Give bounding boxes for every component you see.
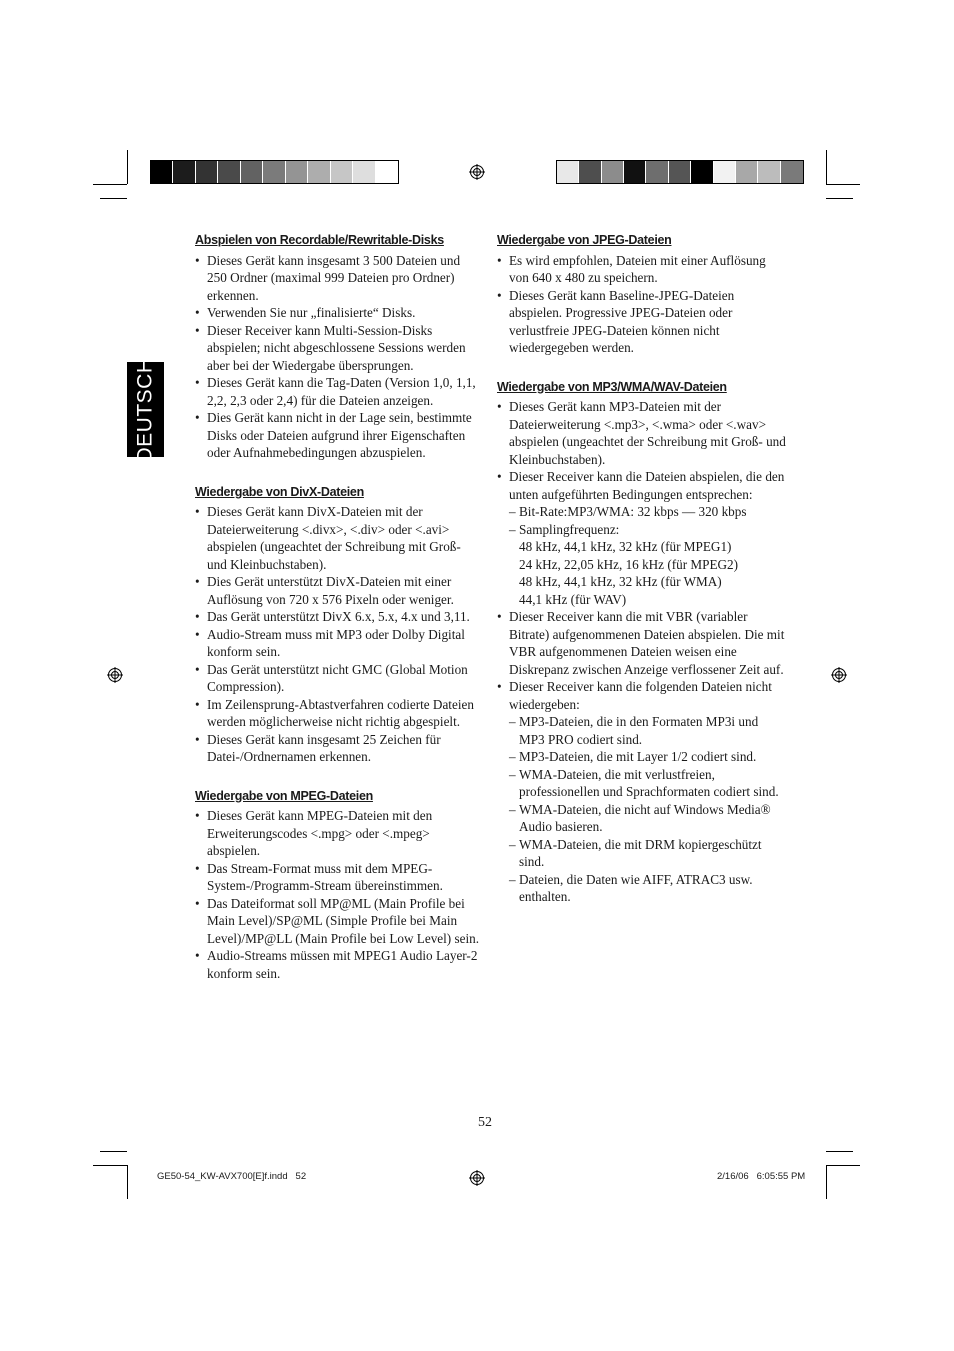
sub-list-line: – MP3-Dateien, die mit Layer 1/2 codiert sind. <box>519 749 757 764</box>
bullet-list <box>497 252 787 357</box>
crop-mark <box>826 1151 853 1152</box>
list-item <box>195 304 480 322</box>
color-swatch <box>579 161 601 183</box>
list-item <box>497 678 787 906</box>
bullet-list <box>195 503 480 766</box>
color-swatch <box>736 161 758 183</box>
section <box>195 484 480 766</box>
sub-list-item <box>509 748 787 766</box>
section <box>497 379 787 906</box>
section-heading: Wiedergabe von MPEG-Dateien <box>195 788 373 803</box>
color-swatch <box>646 161 668 183</box>
crop-mark <box>100 198 127 199</box>
section <box>195 232 480 462</box>
color-swatch <box>714 161 736 183</box>
list-item <box>195 947 480 982</box>
list-item-text: Dies Gerät unterstützt DivX-Dateien mit einer Auflösung von 720 x 576 Pixeln oder weniger. <box>207 574 454 607</box>
sub-list-line: – WMA-Dateien, die nicht auf Windows Media® Audio basieren. <box>519 801 771 834</box>
section-heading: Wiedergabe von JPEG-Dateien <box>497 233 672 247</box>
list-item <box>195 374 480 409</box>
right-column <box>497 232 787 928</box>
list-item <box>195 860 480 895</box>
bullet-list <box>195 252 480 462</box>
list-item-text: Das Dateiformat soll MP@ML (Main Profile bei Main Level)/SP@ML (Simple Profile bei Main Level)/MP@LL (Main Profile bei Low Level) sein. <box>207 895 480 946</box>
sub-list <box>509 503 787 608</box>
list-item <box>195 807 480 860</box>
language-side-tab <box>127 356 164 463</box>
list-item <box>195 608 480 626</box>
list-item <box>497 468 787 608</box>
color-swatch <box>758 161 780 183</box>
sub-list-line: 48 kHz, 44,1 kHz, 32 kHz (für WMA) <box>519 574 722 589</box>
section-heading: Abspielen von Recordable/Rewritable-Disks <box>195 233 444 247</box>
sub-list-line: – MP3-Dateien, die in den Formaten MP3i und MP3 PRO codiert sind. <box>519 714 759 747</box>
sub-list <box>509 713 787 906</box>
list-item <box>195 322 480 375</box>
crop-mark <box>127 1165 128 1199</box>
list-item-text: Audio-Stream muss mit MP3 oder Dolby Digital konform sein. <box>207 626 465 659</box>
list-item <box>195 895 480 948</box>
sub-list-line: – Samplingfrequenz: <box>519 521 620 537</box>
bullet-list <box>497 398 787 906</box>
list-item <box>195 661 480 696</box>
list-item <box>195 409 480 462</box>
list-item-text: Das Gerät unterstützt nicht GMC (Global Motion Compression). <box>207 661 468 694</box>
list-item-text: Dieses Gerät kann DivX-Dateien mit der Dateierweiterung <.divx>, <.div> oder <.avi> abspielen (ungeachtet der Schreibung mit Groß- und Kleinbuchstaben). <box>207 504 461 572</box>
list-item <box>497 398 787 468</box>
list-item <box>195 731 480 766</box>
list-item-text: Audio-Streams müssen mit MPEG1 Audio Layer-2 konform sein. <box>207 948 478 981</box>
sub-list-line: 48 kHz, 44,1 kHz, 32 kHz (für MPEG1) <box>519 539 732 554</box>
registration-mark-icon <box>831 667 847 683</box>
color-swatch <box>691 161 713 183</box>
color-swatch <box>196 161 218 183</box>
color-calibration-bar-right <box>556 160 804 184</box>
sub-list-line: – Dateien, die Daten wie AIFF, ATRAC3 usw. enthalten. <box>519 871 753 904</box>
section <box>497 232 787 357</box>
color-swatch <box>286 161 308 183</box>
color-swatch <box>669 161 691 183</box>
sub-list-line: 44,1 kHz (für WAV) <box>519 591 627 607</box>
list-item-text: Dieses Gerät kann MP3-Dateien mit der Dateierweiterung <.mp3>, <.wma> oder <.wav> abspielen (ungeachtet der Schreibung mit Groß- und Kleinbuchstaben). <box>509 399 786 467</box>
crop-mark <box>127 150 128 184</box>
sub-list-item <box>509 836 787 871</box>
list-item-text: Verwenden Sie nur „finalisierte“ Disks. <box>207 305 416 320</box>
list-item <box>195 573 480 608</box>
crop-mark <box>93 184 127 185</box>
list-item-text: Im Zeilensprung-Abtastverfahren codierte Dateien werden möglicherweise nicht richtig abgespielt. <box>207 696 474 729</box>
section-heading: Wiedergabe von DivX-Dateien <box>195 484 364 499</box>
list-item-text: Dieser Receiver kann die mit VBR (variabler Bitrate) aufgenommenen Dateien abspielen. Die mit VBR aufgenommenen Dateien weisen eine Diskrepanz zwischen Anzeige verflossener Zeit auf. <box>509 609 785 677</box>
list-item-text: Dieses Gerät kann die Tag-Daten (Version 1,0, 1,1, 2,2, 2,3 oder 2,4) für die Dateien anzeigen. <box>207 375 476 408</box>
list-item <box>497 608 787 678</box>
sub-list-item <box>509 871 787 906</box>
list-item-text: Das Gerät unterstützt DivX 6.x, 5.x, 4.x und 3,11. <box>207 609 470 624</box>
crop-mark <box>826 184 860 185</box>
list-item <box>195 503 480 573</box>
sub-list-line: – WMA-Dateien, die mit DRM kopiergeschützt sind. <box>519 836 762 869</box>
list-item-text: Dieses Gerät kann MPEG-Dateien mit den Erweiterungscodes <.mpg> oder <.mpeg> abspielen. <box>207 808 433 858</box>
color-swatch <box>241 161 263 183</box>
crop-mark <box>100 1151 127 1152</box>
list-item-text: Das Stream-Format muss mit dem MPEG-System-/Programm-Stream übereinstimmen. <box>207 860 443 893</box>
sub-list-line: – WMA-Dateien, die mit verlustfreien, professionellen und Sprachformaten codiert sind. <box>519 766 779 799</box>
footer-timestamp: 2/16/06 6:05:55 PM <box>717 1171 806 1182</box>
color-swatch <box>331 161 353 183</box>
registration-mark-icon <box>469 164 485 180</box>
sub-list-item <box>509 521 787 609</box>
footer-file-name: GE50-54_KW-AVX700[E]f.indd 52 <box>157 1171 307 1182</box>
list-item-text: Dieser Receiver kann die Dateien abspielen, die den unten aufgeführten Bedingungen entsprechen: <box>509 469 785 502</box>
crop-mark <box>826 198 853 199</box>
sub-list-item <box>509 801 787 836</box>
list-item <box>195 696 480 731</box>
list-item <box>195 626 480 661</box>
list-item <box>195 252 480 305</box>
color-swatch <box>624 161 646 183</box>
list-item-text: Es wird empfohlen, Dateien mit einer Auflösung von 640 x 480 zu speichern. <box>509 252 766 285</box>
color-swatch <box>218 161 240 183</box>
list-item <box>497 287 787 357</box>
color-swatch <box>557 161 579 183</box>
registration-mark-icon <box>469 1170 485 1186</box>
list-item-text: Dieses Gerät kann insgesamt 25 Zeichen für Datei-/Ordnernamen erkennen. <box>207 731 441 764</box>
bullet-list <box>195 807 480 982</box>
sub-list-item <box>509 713 787 748</box>
page-number: 52 <box>478 1115 492 1130</box>
color-swatch <box>263 161 285 183</box>
crop-mark <box>826 1165 860 1166</box>
sub-list-item <box>509 766 787 801</box>
registration-mark-icon <box>107 667 123 683</box>
list-item-text: Dieser Receiver kann die folgenden Dateien nicht wiedergeben: <box>509 679 772 712</box>
color-swatch <box>781 161 803 183</box>
color-swatch <box>353 161 375 183</box>
color-swatch <box>602 161 624 183</box>
sub-list-item <box>509 503 787 521</box>
list-item-text: Dieses Gerät kann insgesamt 3 500 Dateien und 250 Ordner (maximal 999 Dateien pro Ordner) erkennen. <box>207 252 461 303</box>
color-swatch <box>173 161 195 183</box>
list-item <box>497 252 787 287</box>
crop-mark <box>826 150 827 184</box>
list-item-text: Dies Gerät kann nicht in der Lage sein, bestimmte Disks oder Dateien aufgrund ihrer Eigenschaften oder Aufnahmebedingungen abzuspielen. <box>207 410 472 460</box>
language-label: DEUTSCH <box>133 356 157 463</box>
list-item-text: Dieser Receiver kann Multi-Session-Disks abspielen; nicht abgeschlossene Sessions werden aber bei der Wiedergabe übersprungen. <box>207 322 466 373</box>
sub-list-line: 24 kHz, 22,05 kHz, 16 kHz (für MPEG2) <box>519 556 739 572</box>
list-item-text: Dieses Gerät kann Baseline-JPEG-Dateien abspielen. Progressive JPEG-Dateien oder verlustfreie JPEG-Dateien können nicht wiedergegeben werden. <box>509 287 735 355</box>
color-swatch <box>376 161 398 183</box>
color-calibration-bar-left <box>150 160 399 184</box>
section-heading: Wiedergabe von MP3/WMA/WAV-Dateien <box>497 379 727 394</box>
color-swatch <box>151 161 173 183</box>
crop-mark <box>826 1165 827 1199</box>
left-column <box>195 232 480 1004</box>
section <box>195 788 480 983</box>
crop-mark <box>93 1165 127 1166</box>
color-swatch <box>308 161 330 183</box>
sub-list-line: – Bit-Rate:MP3/WMA: 32 kbps — 320 kbps <box>519 504 747 519</box>
